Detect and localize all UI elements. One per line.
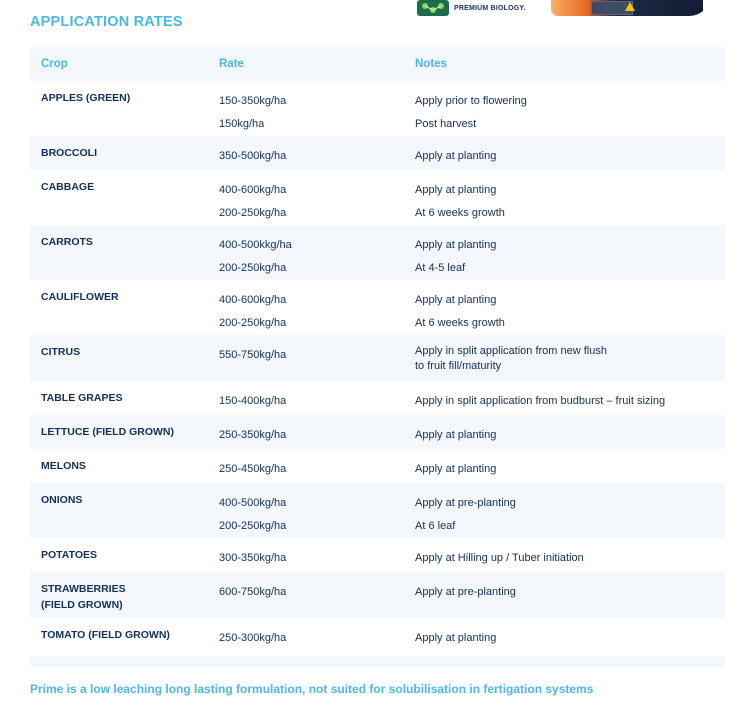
rate-line: 150kg/ha (219, 118, 265, 130)
crop-cell (30, 335, 208, 381)
rate-cell (208, 483, 404, 538)
crop-name: TOMATO (FIELD GROWN) (41, 629, 170, 641)
crop-cell (30, 449, 208, 483)
notes-cell (404, 381, 725, 415)
notes-cell (404, 538, 725, 572)
product-banner (413, 0, 703, 17)
rate-line: 150-400kg/ha (219, 395, 287, 407)
notes-line: Apply at planting (415, 239, 497, 251)
table-row (30, 225, 725, 280)
brand-tagline: PREMIUM BIOLOGY. (454, 5, 526, 12)
crop-name: TABLE GRAPES (41, 392, 123, 404)
notes-line: Apply in split application from new flush (415, 345, 607, 357)
rate-line: 400-500kkg/ha (219, 239, 292, 251)
notes-cell (404, 572, 725, 618)
rate-cell (208, 572, 404, 618)
crop-cell (30, 538, 208, 572)
notes-cell (404, 225, 725, 280)
rate-line: 350-500kg/ha (219, 150, 287, 162)
rate-cell (208, 449, 404, 483)
crop-name: POTATOES (41, 549, 98, 561)
rate-cell (208, 225, 404, 280)
crop-cell (30, 483, 208, 538)
crop-cell (30, 572, 208, 618)
column-header-rate: Rate (219, 58, 244, 70)
crop-name: CARROTS (41, 236, 93, 248)
rate-line: 400-600kg/ha (219, 184, 287, 196)
rate-cell (208, 381, 404, 415)
crop-name: CAULIFLOWER (41, 291, 119, 303)
footnote: Prime is a low leaching long lasting formulation, not suited for solubilisation in fertigation systems (30, 682, 594, 696)
crop-cell (30, 280, 208, 335)
crop-name: STRAWBERRIES (41, 583, 126, 595)
notes-line: At 4-5 leaf (415, 262, 466, 274)
notes-cell (404, 280, 725, 335)
rate-line: 200-250kg/ha (219, 262, 287, 274)
crop-cell (30, 225, 208, 280)
rates-table-panel (30, 47, 725, 667)
crop-name: (FIELD GROWN) (41, 599, 123, 611)
notes-line: Apply in split application from budburst – fruit sizing (415, 395, 666, 407)
crop-name: APPLES (GREEN) (41, 92, 131, 104)
rate-cell (208, 335, 404, 381)
notes-line: Apply at Hilling up / Tuber initiation (415, 552, 584, 564)
notes-cell (404, 335, 725, 381)
warning-triangle-icon (625, 2, 635, 11)
crop-name: ONIONS (41, 494, 83, 506)
rate-line: 400-500kg/ha (219, 497, 287, 509)
notes-cell (404, 618, 725, 656)
table-row (30, 449, 725, 483)
table-row (30, 335, 725, 381)
rate-cell (208, 81, 404, 136)
rate-line: 250-450kg/ha (219, 463, 287, 475)
rate-line: 200-250kg/ha (219, 317, 287, 329)
rate-line: 550-750kg/ha (219, 349, 287, 361)
notes-line: Apply at planting (415, 294, 497, 306)
table-row (30, 483, 725, 538)
rate-line: 200-250kg/ha (219, 520, 287, 532)
rate-line: 400-600kg/ha (219, 294, 287, 306)
notes-cell (404, 415, 725, 449)
table-row (30, 280, 725, 335)
notes-line: At 6 leaf (415, 520, 456, 532)
crop-cell (30, 136, 208, 170)
molecule-logo-icon (417, 0, 449, 16)
notes-cell (404, 81, 725, 136)
notes-line: Apply at pre-planting (415, 497, 516, 509)
table-row (30, 81, 725, 136)
rate-cell (208, 280, 404, 335)
notes-line: Post harvest (415, 118, 477, 130)
notes-line: At 6 weeks growth (415, 207, 505, 219)
table-row (30, 136, 725, 170)
table-row (30, 381, 725, 415)
rate-cell (208, 538, 404, 572)
rate-cell (208, 415, 404, 449)
notes-line: Apply at planting (415, 429, 497, 441)
page-title: APPLICATION RATES (30, 14, 183, 30)
crop-name: CITRUS (41, 346, 81, 358)
notes-cell (404, 449, 725, 483)
rate-cell (208, 170, 404, 225)
crop-name: BROCCOLI (41, 147, 97, 159)
notes-line: Apply prior to flowering (415, 95, 527, 107)
notes-line: to fruit fill/maturity (415, 360, 502, 372)
crop-cell (30, 415, 208, 449)
rate-line: 150-350kg/ha (219, 95, 287, 107)
rate-line: 300-350kg/ha (219, 552, 287, 564)
column-header-crop: Crop (41, 58, 68, 70)
crop-name: CABBAGE (41, 181, 95, 193)
column-header-notes: Notes (415, 58, 447, 70)
table-row (30, 618, 725, 656)
crop-cell (30, 381, 208, 415)
notes-cell (404, 483, 725, 538)
table-row (30, 538, 725, 572)
notes-cell (404, 170, 725, 225)
crop-cell (30, 81, 208, 136)
rate-line: 250-350kg/ha (219, 429, 287, 441)
table-row (30, 415, 725, 449)
crop-cell (30, 170, 208, 225)
notes-line: Apply at planting (415, 463, 497, 475)
crop-name: MELONS (41, 460, 86, 472)
rate-cell (208, 618, 404, 656)
notes-cell (404, 136, 725, 170)
table-row (30, 572, 725, 618)
notes-line: Apply at planting (415, 632, 497, 644)
table-row (30, 170, 725, 225)
notes-line: At 6 weeks growth (415, 317, 505, 329)
rate-cell (208, 136, 404, 170)
table-header-row (30, 47, 725, 81)
rate-line: 250-300kg/ha (219, 632, 287, 644)
rate-line: 200-250kg/ha (219, 207, 287, 219)
notes-line: Apply at planting (415, 150, 497, 162)
crop-name: LETTUCE (FIELD GROWN) (41, 426, 174, 438)
notes-line: Apply at planting (415, 184, 497, 196)
notes-line: Apply at pre-planting (415, 586, 516, 598)
rate-line: 600-750kg/ha (219, 586, 287, 598)
application-rates-table (30, 47, 725, 656)
crop-cell (30, 618, 208, 656)
